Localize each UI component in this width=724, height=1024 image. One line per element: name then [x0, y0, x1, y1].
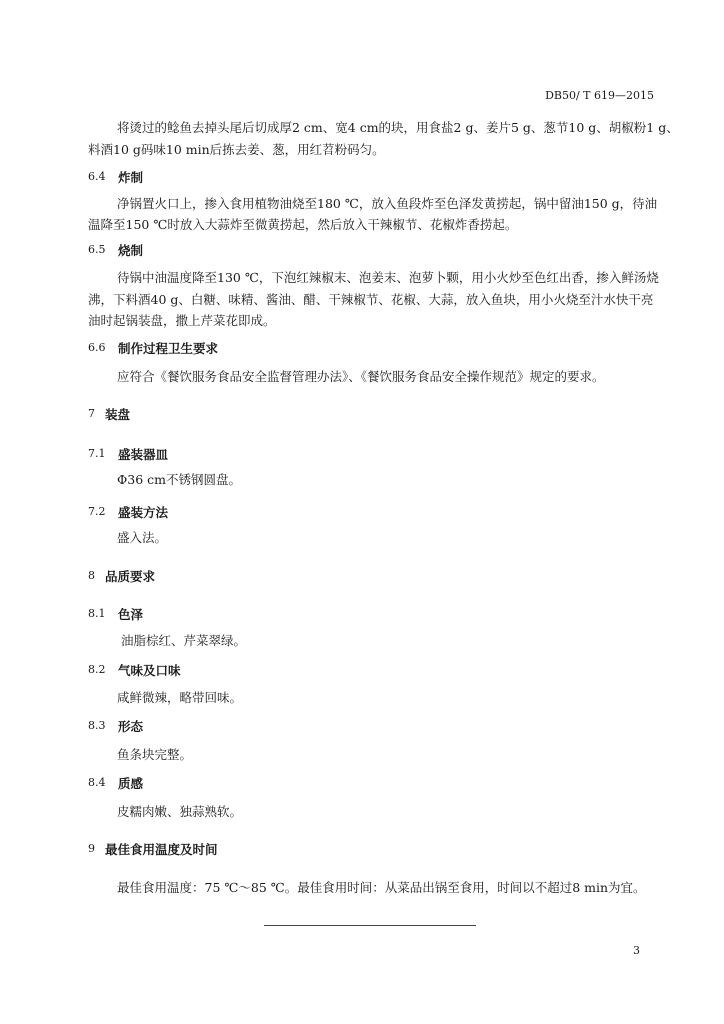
- section-9-title: 最佳食用温度及时间: [105, 842, 218, 857]
- intro-line-1: 将烫过的鲶鱼去掉头尾后切成厚2 cm、宽4 cm的块，用食盐2 g、姜片5 g、葱节10 g、胡椒粉1 g、: [117, 120, 679, 135]
- section-6-4-title: 炸制: [118, 170, 144, 185]
- section-7-number: 7: [88, 407, 95, 420]
- section-6-6-number: 6.6: [88, 341, 106, 354]
- section-6-5-line-1: 待锅中油温度降至130 ℃，下泡红辣椒末、泡姜末、泡萝卜颗，用小火炒至色红出香，掺入鲜汤烧: [117, 270, 659, 285]
- section-9-number: 9: [88, 842, 95, 855]
- section-8-2-line-1: 咸鲜微辣，略带回味。: [117, 690, 243, 705]
- section-6-5-line-2: 沸，下料酒40 g、白糖、味精、酱油、醋、干辣椒节、花椒、大蒜，放入鱼块，用小火烧至汁水快干亮: [88, 292, 654, 307]
- section-8-3-line-1: 鱼条块完整。: [117, 747, 193, 762]
- section-6-5-title: 烧制: [118, 243, 144, 258]
- section-7-title: 装盘: [105, 407, 131, 422]
- section-6-5-number: 6.5: [88, 243, 106, 256]
- section-9-line-1: 最佳食用温度：75 ℃～85 ℃。最佳食用时间：从菜品出锅至食用，时间以不超过8 min为宜。: [117, 880, 646, 895]
- section-8-1-line-1: 油脂棕红、芹菜翠绿。: [121, 633, 247, 648]
- section-7-2-title: 盛装方法: [118, 505, 169, 520]
- section-8-1-title: 色泽: [118, 607, 144, 622]
- section-8-1-number: 8.1: [88, 607, 106, 620]
- page-number: 3: [633, 944, 640, 957]
- section-7-1-number: 7.1: [88, 447, 106, 460]
- section-6-6-title: 制作过程卫生要求: [118, 341, 219, 356]
- section-6-4-number: 6.4: [88, 170, 106, 183]
- section-8-2-title: 气味及口味: [118, 663, 181, 678]
- section-7-1-title: 盛装器皿: [118, 447, 169, 462]
- section-8-3-title: 形态: [118, 719, 144, 734]
- section-7-2-line-1: 盛入法。: [117, 530, 168, 545]
- section-8-2-number: 8.2: [88, 663, 106, 676]
- section-8-title: 品质要求: [105, 569, 156, 584]
- section-6-6-line-1: 应符合《餐饮服务食品安全监督管理办法》、《餐饮服务食品安全操作规范》规定的要求。: [117, 369, 605, 384]
- intro-line-2: 料酒10 g码味10 min后拣去姜、葱，用红苕粉码匀。: [88, 142, 385, 157]
- section-8-4-title: 质感: [118, 776, 144, 791]
- section-8-3-number: 8.3: [88, 719, 106, 732]
- section-6-4-line-2: 温降至150 ℃时放入大蒜炸至微黄捞起，然后放入干辣椒节、花椒炸香捞起。: [88, 217, 518, 232]
- section-7-1-line-1: Φ36 cm不锈钢圆盘。: [117, 472, 241, 487]
- end-rule: [264, 925, 476, 926]
- section-6-4-line-1: 净锅置火口上，掺入食用植物油烧至180 ℃，放入鱼段炸至色泽发黄捞起，锅中留油150 g，待油: [117, 196, 658, 211]
- section-8-4-number: 8.4: [88, 776, 106, 789]
- section-8-4-line-1: 皮糯肉嫩、独蒜熟软。: [117, 804, 243, 819]
- standard-number: DB50/ T 619—2015: [545, 89, 654, 102]
- section-8-number: 8: [88, 569, 95, 582]
- section-7-2-number: 7.2: [88, 505, 106, 518]
- section-6-5-line-3: 油时起锅装盘，撒上芹菜花即成。: [88, 313, 276, 328]
